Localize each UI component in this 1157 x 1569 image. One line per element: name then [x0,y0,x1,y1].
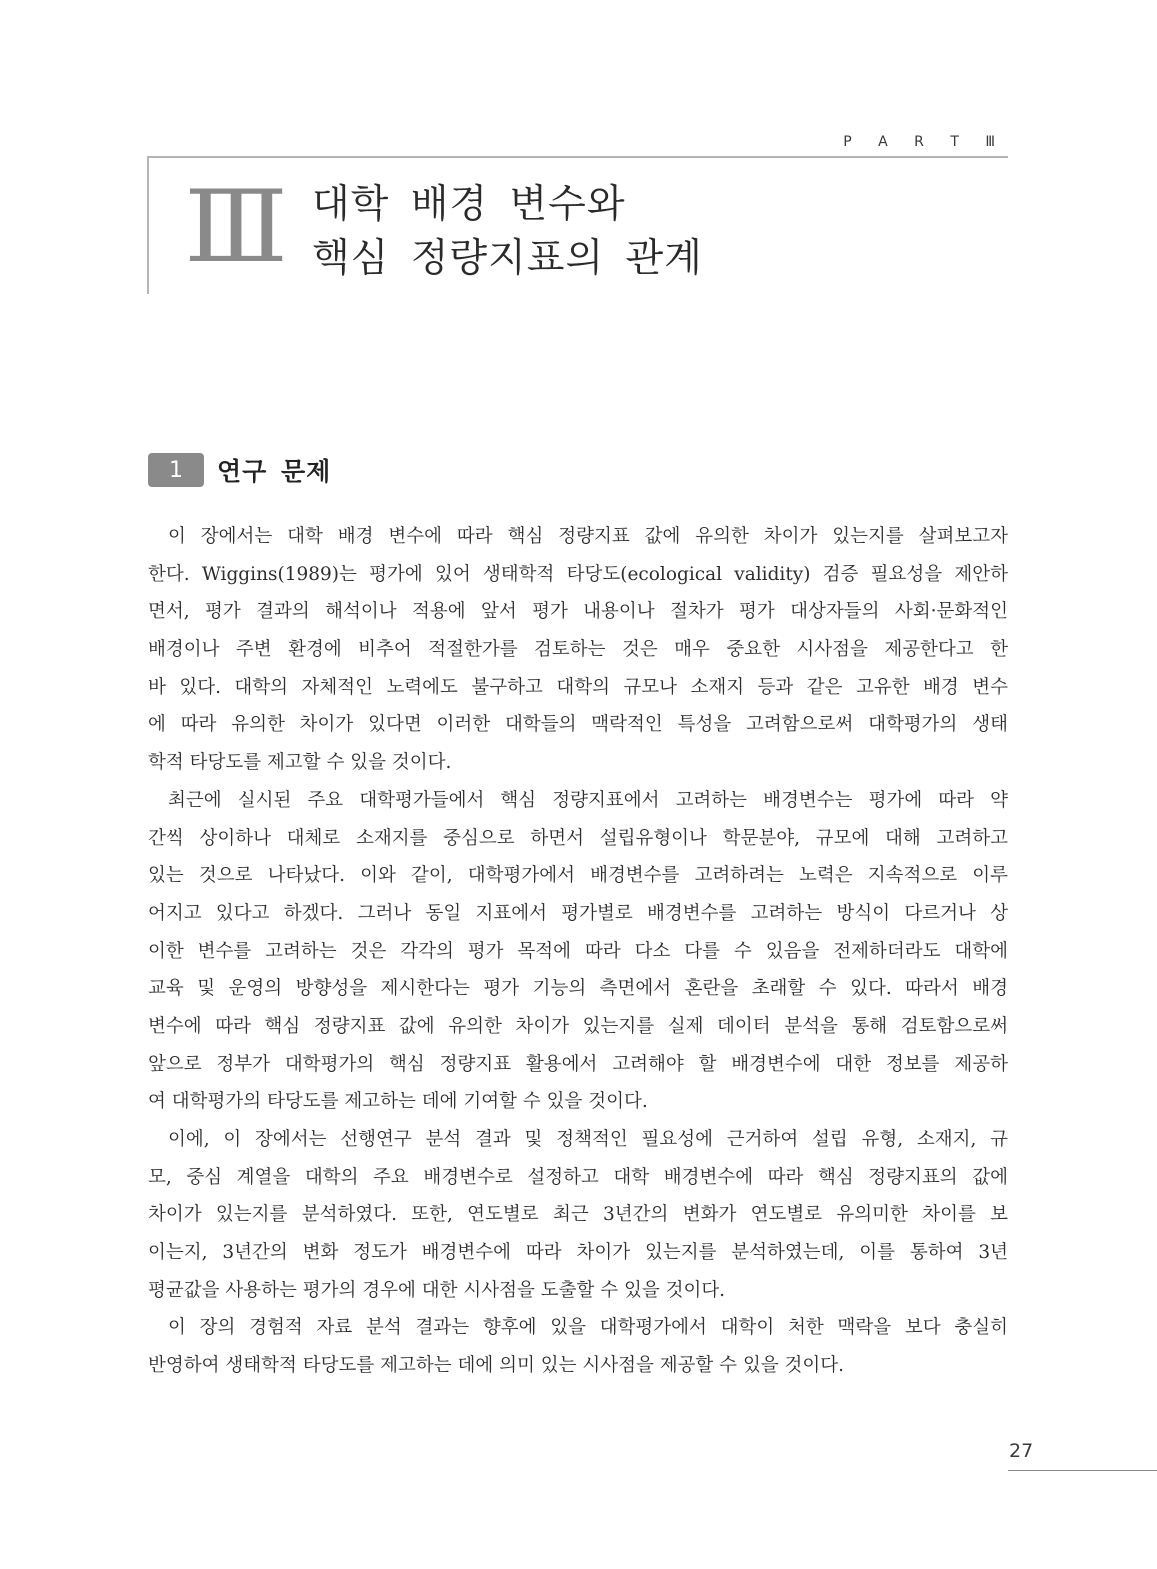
body-line: 한다. Wiggins(1989)는 평가에 있어 생태학적 타당도(ecological validity) 검증 필요성을 제안하 [148,563,1008,585]
header-vertical-rule [147,156,149,294]
footer-rule [1008,1470,1157,1471]
section-title: 연구 문제 [217,457,332,486]
chapter-title [312,178,703,286]
body-text [148,518,1008,1385]
body-line: 최근에 실시된 주요 대학평가들에서 핵심 정량지표에서 고려하는 배경변수는 평가에 따라 약 [168,789,1008,811]
body-line: 교육 및 운영의 방향성을 제시한다는 평가 기능의 측면에서 혼란을 초래할 수 있다. 따라서 배경 [148,978,1008,1000]
body-line: 차이가 있는지를 분석하였다. 또한, 연도별로 최근 3년간의 변화가 연도별로 유의미한 차이를 보 [148,1204,1008,1226]
body-line: 있는 것으로 나타났다. 이와 같이, 대학평가에서 배경변수를 고려하려는 노력은 지속적으로 이루 [148,865,1008,887]
body-line: 에 따라 유의한 차이가 있다면 이러한 대학들의 맥락적인 특성을 고려함으로써 대학평가의 생태 [148,714,1008,736]
section-heading [148,452,331,488]
body-line: 이에, 이 장에서는 선행연구 분석 결과 및 정책적인 필요성에 근거하여 설립 유형, 소재지, 규 [168,1129,1008,1150]
body-line: 앞으로 정부가 대학평가의 핵심 정량지표 활용에서 고려해야 할 배경변수에 대한 정보를 제공하 [148,1053,1008,1075]
body-line: 이 장의 경험적 자료 분석 결과는 향후에 있을 대학평가에서 대학이 처한 맥락을 보다 충실히 [168,1317,1008,1339]
body-line: 면서, 평가 결과의 해석이나 적용에 앞서 평가 내용이나 절차가 평가 대상자들의 사회·문화적인 [148,601,1008,623]
body-line: 바 있다. 대학의 자체적인 노력에도 불구하고 대학의 규모나 소재지 등과 같은 고유한 배경 변수 [148,676,1008,698]
body-line: 배경이나 주변 환경에 비추어 적절한가를 검토하는 것은 매우 중요한 시사점을 제공한다고 한 [148,639,1008,661]
page-number: 27 [1009,1440,1034,1462]
chapter-title-line-2: 핵심 정량지표의 관계 [312,236,703,281]
body-line: 어지고 있다고 하겠다. 그러나 동일 지표에서 평가별로 배경변수를 고려하는 방식이 다르거나 상 [148,902,1008,924]
body-line: 간씩 상이하나 대체로 소재지를 중심으로 하면서 설립유형이나 학문분야, 규모에 대해 고려하고 [148,827,1008,849]
section-number-badge: 1 [148,453,204,487]
body-line: 이 장에서는 대학 배경 변수에 따라 핵심 정량지표 값에 유의한 차이가 있는지를 살펴보고자 [168,526,1008,547]
body-line: 반영하여 생태학적 타당도를 제고하는 데에 의미 있는 시사점을 제공할 수 있을 것이다. [148,1355,845,1377]
part-label: P A R T Ⅲ [843,134,1006,150]
body-line: 평균값을 사용하는 평가의 경우에 대한 시사점을 도출할 수 있을 것이다. [148,1279,726,1301]
body-line: 모, 중심 계열을 대학의 주요 배경변수로 설정하고 대학 배경변수에 따라 핵심 정량지표의 값에 [148,1166,1008,1188]
body-line: 이한 변수를 고려하는 것은 각각의 평가 목적에 따라 다소 다를 수 있음을 전제하더라도 대학에 [148,940,1008,962]
body-line: 변수에 따라 핵심 정량지표 값에 유의한 차이가 있는지를 실제 데이터 분석을 통해 검토함으로써 [148,1015,1008,1037]
body-line: 학적 타당도를 제고할 수 있을 것이다. [148,752,452,774]
header-rule [148,156,1008,158]
body-line: 여 대학평가의 타당도를 제고하는 데에 기여할 수 있을 것이다. [148,1091,648,1113]
chapter-numeral: Ⅲ [184,169,289,285]
chapter-title-line-1: 대학 배경 변수와 [312,182,626,227]
body-line: 이는지, 3년간의 변화 정도가 배경변수에 따라 차이가 있는지를 분석하였는데, 이를 통하여 3년 [148,1242,1008,1264]
